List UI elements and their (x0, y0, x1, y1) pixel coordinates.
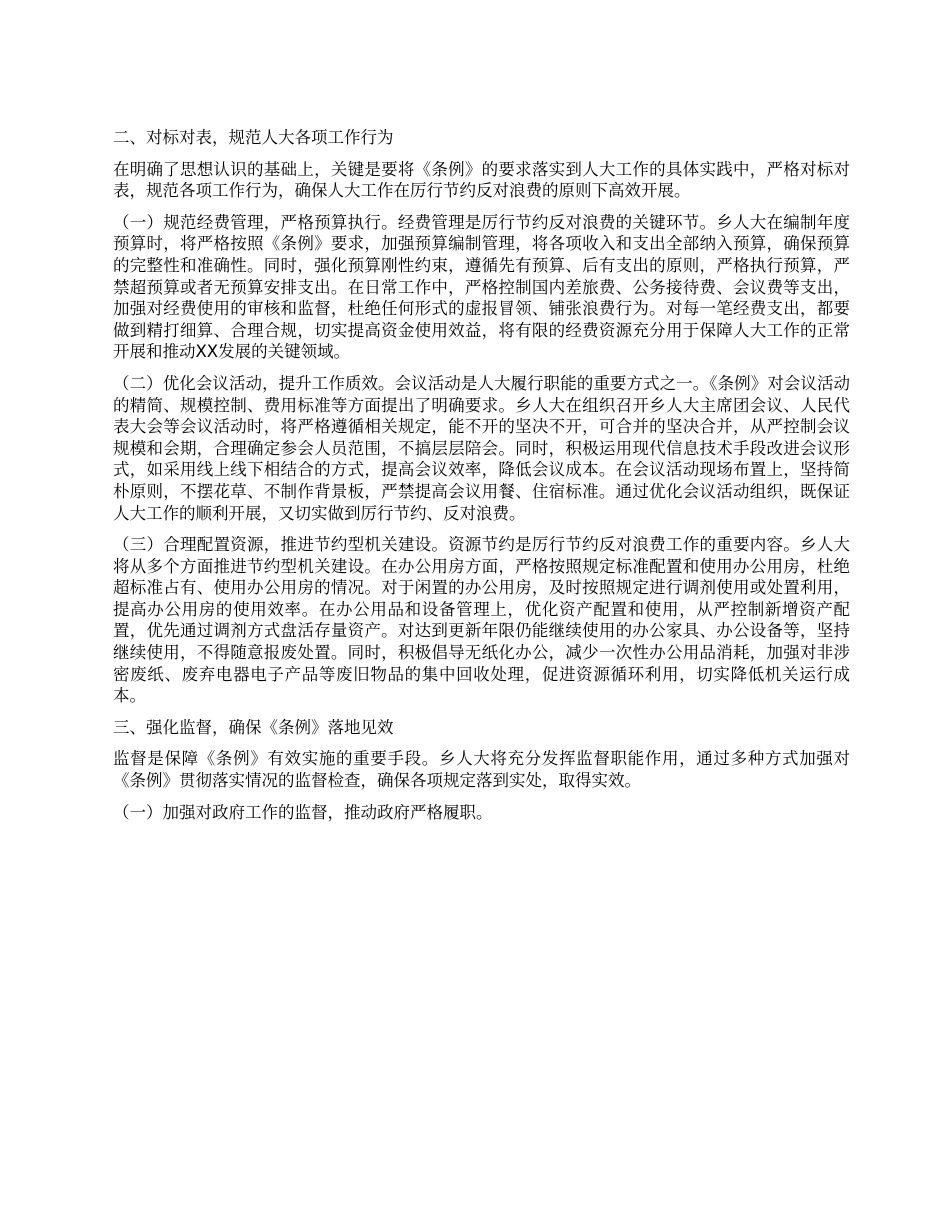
section-heading-3: 三、强化监督，确保《条例》落地见效 (113, 717, 394, 737)
section-3-intro: 监督是保障《条例》有效实施的重要手段。乡人大将充分发挥监督职能作用，通过多种方式加强对《条例》贯彻落实情况的监督检查，确保各项规定落到实处，取得实效。 (113, 749, 850, 791)
document-page (113, 127, 850, 833)
section-2-intro: 在明确了思想认识的基础上，关键是要将《条例》的要求落实到人大工作的具体实践中，严格对标对表，规范各项工作行为，确保人大工作在厉行节约反对浪费的原则下高效开展。 (113, 159, 850, 201)
section-2-item-3: （三）合理配置资源，推进节约型机关建设。资源节约是厉行节约反对浪费工作的重要内容。乡人大将从多个方面推进节约型机关建设。在办公用房方面，严格按照规定标准配置和使用办公用房，杜绝超标准占有、使用办公用房的情况。对于闲置的办公用房，及时按照规定进行调剂使用或处置利用，提高办公用房的使用效率。在办公用品和设备管理上，优化资产配置和使用，从严控制新增资产配置，优先通过调剂方式盘活存量资产。对达到更新年限仍能继续使用的办公家具、办公设备等，坚持继续使用，不得随意报废处置。同时，积极倡导无纸化办公，减少一次性办公用品消耗，加强对非涉密废纸、废弃电器电子产品等废旧物品的集中回收处理，促进资源循环利用，切实降低机关运行成本。 (113, 535, 850, 706)
section-2-item-1: （一）规范经费管理，严格预算执行。经费管理是厉行节约反对浪费的关键环节。乡人大在编制年度预算时，将严格按照《条例》要求，加强预算编制管理，将各项收入和支出全部纳入预算，确保预算的完整性和准确性。同时，强化预算刚性约束，遵循先有预算、后有支出的原则，严格执行预算，严禁超预算或者无预算安排支出。在日常工作中，严格控制国内差旅费、公务接待费、会议费等支出，加强对经费使用的审核和监督，杜绝任何形式的虚报冒领、铺张浪费行为。对每一笔经费支出，都要做到精打细算、合理合规，切实提高资金使用效益，将有限的经费资源充分用于保障人大工作的正常开展和推动XX发展的关键领域。 (113, 212, 850, 362)
section-2-item-2: （二）优化会议活动，提升工作质效。会议活动是人大履行职能的重要方式之一。《条例》对会议活动的精简、规模控制、费用标准等方面提出了明确要求。乡人大在组织召开乡人大主席团会议、人民代表大会等会议活动时，将严格遵循相关规定，能不开的坚决不开，可合并的坚决合并，从严控制会议规模和会期，合理确定参会人员范围，不搞层层陪会。同时，积极运用现代信息技术手段改进会议形式，如采用线上线下相结合的方式，提高会议效率，降低会议成本。在会议活动现场布置上，坚持简朴原则，不摆花草、不制作背景板，严禁提高会议用餐、住宿标准。通过优化会议活动组织，既保证人大工作的顺利开展，又切实做到厉行节约、反对浪费。 (113, 373, 850, 523)
section-3-item-1: （一）加强对政府工作的监督，推动政府严格履职。 (113, 802, 493, 822)
section-heading-2: 二、对标对表，规范人大各项工作行为 (113, 128, 394, 147)
